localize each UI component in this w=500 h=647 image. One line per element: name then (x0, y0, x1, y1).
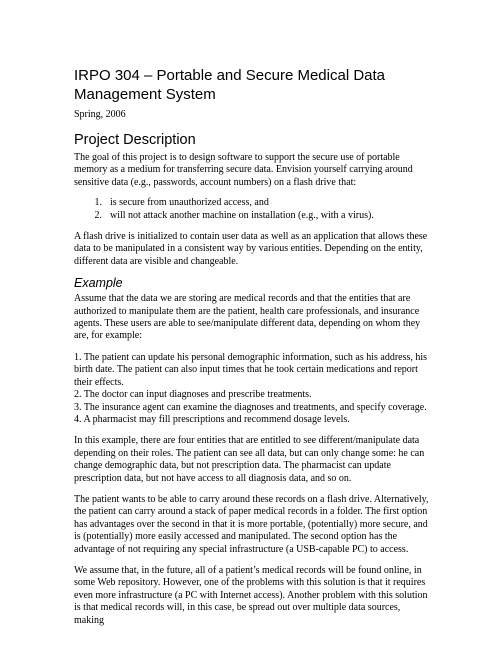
goal-number: 1. (94, 197, 102, 209)
document-date: Spring, 2006 (74, 109, 126, 120)
goal-list (74, 197, 430, 222)
project-intro-paragraph: The goal of this project is to design software to support the secure use of portable memory as a medium for transferring secure data. Envision yourself carrying around sensitive data (e.g., passwords, account numbers) on a flash drive that: (74, 152, 413, 188)
section-heading-project-description: Project Description (74, 132, 196, 148)
flash-drive-paragraph: A flash drive is initialized to contain user data as well as an application that allows these data to be manipulated in a consistent way by various entities. Depending on the entity, different data are visible and changeable. (74, 231, 428, 267)
example-list (74, 352, 430, 426)
example-list-item: 4. A pharmacist may fill prescriptions and recommend dosage levels. (74, 413, 350, 425)
carry-records-paragraph: The patient wants to be able to carry around these records on a flash drive. Alternatively, the patient can carry around a stack of paper medical records in a folder. The first option has advantages over the second in that it is more portable, (potentially) more secure, and is (potentially) more easily accessed and manipulated. The second option has the advantage of not requiring any special infrastructure (a USB-capable PC) to access. (74, 493, 429, 555)
goal-list-item (74, 210, 430, 222)
goal-list-item (74, 197, 430, 209)
entities-paragraph: In this example, there are four entities that are entitled to see different/manipulate data depending on their roles. The patient can see all data, but can only change some: he can change demographic data, but not prescription data. The pharmacist can update prescription data, but not have access to all diagnosis data, and so on. (74, 435, 425, 484)
example-list-item: 2. The doctor can input diagnoses and prescribe treatments. (74, 389, 312, 401)
goal-text: is secure from unauthorized access, and (110, 197, 269, 209)
example-intro-paragraph: Assume that the data we are storing are medical records and that the entities that are authorized to manipulate them are the patient, health care professionals, and insurance agents. These users are able to see/manipulate different data, depending on whom they are, for example: (74, 293, 421, 342)
example-list-item: 1. The patient can update his personal demographic information, such as his address, his birth date. The patient can also input times that he took certain medications and report their effects. (74, 351, 428, 388)
example-list-item: 3. The insurance agent can examine the diagnoses and treatments, and specify coverage. (74, 401, 427, 413)
section-heading-example: Example (74, 276, 123, 291)
document-title: IRPO 304 – Portable and Secure Medical Data Management System (74, 67, 386, 103)
document-page (74, 66, 430, 627)
goal-number: 2. (94, 209, 102, 221)
future-records-paragraph: We assume that, in the future, all of a patient’s medical records will be found online, in some Web repository. However, one of the problems with this solution is that it requires even more infrastructure (a PC with Internet access). Another problem with this solution is that medical records will, in this case, be spread out over multiple data sources, making (74, 564, 428, 626)
goal-text: will not attack another machine on installation (e.g., with a virus). (110, 209, 374, 221)
